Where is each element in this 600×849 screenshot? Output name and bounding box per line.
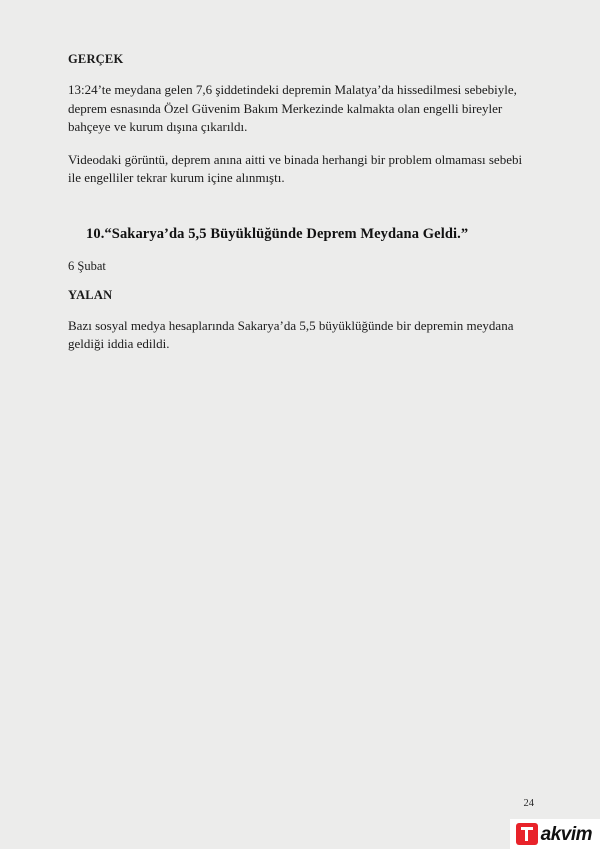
claim-heading: 10.“Sakarya’da 5,5 Büyüklüğünde Deprem Meydana Geldi.”	[86, 225, 469, 242]
takvim-t-mark-icon	[516, 823, 538, 845]
claim-verdict-label: YALAN	[68, 287, 113, 302]
fact-paragraph-2: Videodaki görüntü, deprem anına aitti ve binada herhangi bir problem olmaması sebebi ile engelliler tekrar kurum içine alınmıştı.	[68, 151, 523, 185]
fact-paragraph-1: 13:24’te meydana gelen 7,6 şiddetindeki depremin Malatya’da hissedilmesi sebebiyle, deprem esnasında Özel Güvenim Bakım Merkezinde kalmakta olan engelli bireyler bahçeye ve kurum dışına çıkarıldı.	[68, 82, 517, 134]
page-number: 24	[523, 798, 534, 809]
fact-section-label: GERÇEK	[68, 52, 124, 66]
claim-body-paragraph: Bazı sosyal medya hesaplarında Sakarya’da 5,5 büyüklüğünde bir depremin meydana geldiği iddia edildi.	[68, 317, 514, 351]
page-content	[68, 52, 534, 368]
takvim-watermark	[510, 819, 600, 849]
takvim-brand-text: akvim	[540, 823, 592, 845]
claim-date: 6 Şubat	[68, 258, 106, 273]
